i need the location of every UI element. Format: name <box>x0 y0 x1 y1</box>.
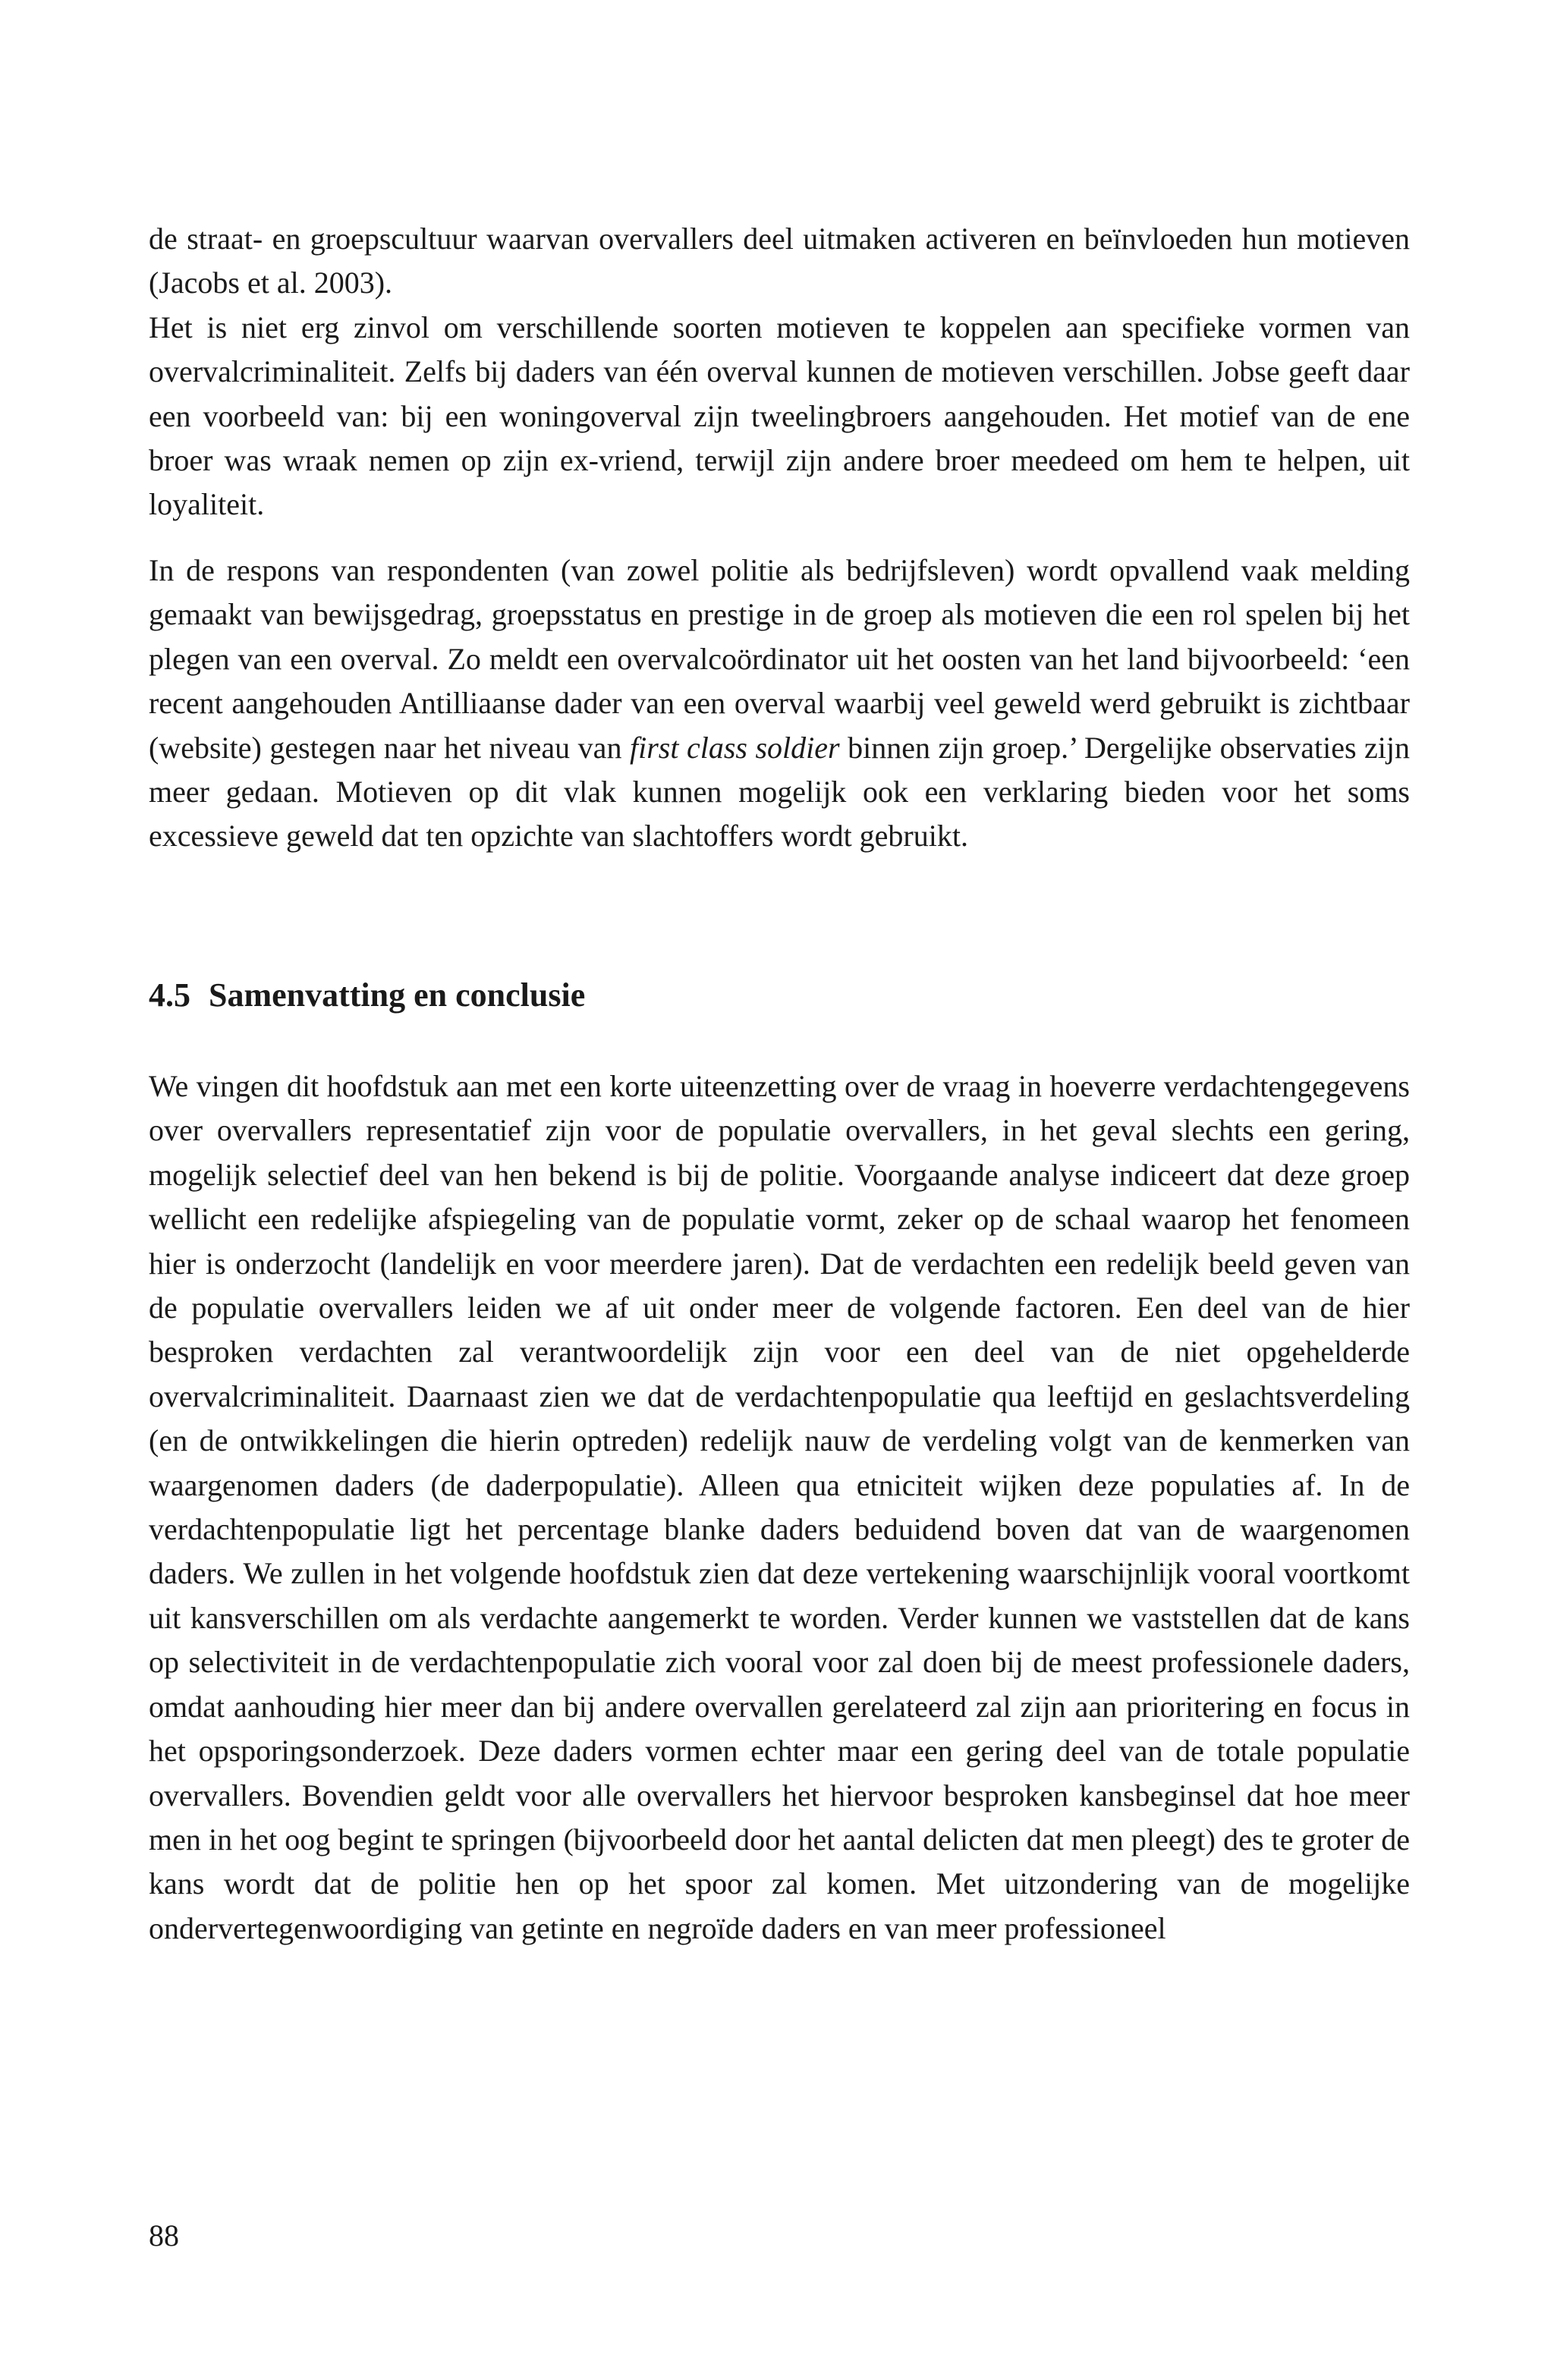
body-paragraph-3 <box>149 549 1410 859</box>
page-number: 88 <box>149 2218 179 2253</box>
body-paragraph-2: Het is niet erg zinvol om verschillende soorten motieven te koppelen aan specifieke vormen van overvalcriminaliteit. Zelfs bij daders van één overval kunnen de motieven verschillen. Jobse geeft daar een voorbeeld van: bij een woningoverval zijn tweelingbroers aangehouden. Het motief van de ene broer was wraak nemen op zijn ex-vriend, terwijl zijn andere broer meedeed om hem te helpen, uit loyaliteit. <box>149 310 1410 522</box>
section-paragraph: We vingen dit hoofdstuk aan met een korte uiteenzetting over de vraag in hoeverre verdachtengegevens over overvallers representatief zijn voor de populatie overvallers, in het geval slechts een gering, mogelijk selectief deel van hen bekend is bij de politie. Voorgaande analyse indiceert dat deze groep wellicht een redelijke afspiegeling van de populatie vormt, zeker op de schaal waarop het fenomeen hier is onderzocht (landelijk en voor meerdere jaren). Dat de verdachten een redelijk beeld geven van de populatie overvallers leiden we af uit onder meer de volgende factoren. Een deel van de hier besproken verdachten zal verantwoordelijk zijn voor een deel van de niet opgehelderde overvalcriminaliteit. Daarnaast zien we dat de verdachtenpopulatie qua leeftijd en geslachtsverdeling (en de ontwikkelingen die hierin optreden) redelijk nauw de verdeling volgt van de kenmerken van waargenomen daders (de daderpopulatie). Alleen qua etniciteit wijken deze populaties af. In de verdachtenpopulatie ligt het percentage blanke daders beduidend boven dat van de waargenomen daders. We zullen in het volgende hoofdstuk zien dat deze vertekening waarschijnlijk vooral voortkomt uit kansverschillen om als verdachte aangemerkt te worden. Verder kunnen we vaststellen dat de kans op selectiviteit in de verdachtenpopulatie zich vooral voor zal doen bij de meest professionele daders, omdat aanhouding hier meer dan bij andere overvallen gerelateerd zal zijn aan prioritering en focus in het opsporingsonderzoek. Deze daders vormen echter maar een gering deel van de totale populatie overvallers. Bovendien geldt voor alle overvallers het hiervoor besproken kansbeginsel dat hoe meer men in het oog begint te springen (bijvoorbeeld door het aantal delicten dat men pleegt) des te groter de kans wordt dat de politie hen op het spoor zal komen. Met uitzondering van de mogelijke ondervertegenwoordiging van getinte en negroïde daders en van meer professioneel <box>149 1069 1410 1945</box>
document-page <box>149 0 1410 2380</box>
italic-term: first class soldier <box>629 730 840 765</box>
section-heading <box>149 973 585 1017</box>
section-title: Samenvatting en conclusie <box>209 976 586 1014</box>
paragraph-text-after-italic: binnen zijn groep.’ Dergelijke observaties zijn meer gedaan. Motieven op dit vlak kunnen mogelijk ook een verklaring bieden voor het soms excessieve geweld dat ten opzichte van slachtoffers wordt gebruikt. <box>149 730 1411 854</box>
paragraph-text-before-italic: In de respons van respondenten (van zowel politie als bedrijfsleven) wordt opvallend vaak melding gemaakt van bewijsgedrag, groepsstatus en prestige in de groep als motieven die een rol spelen bij het plegen van een overval. Zo meldt een overvalcoördinator uit het oosten van het land bijvoorbeeld: ‘een recent aangehouden Antilliaanse dader van een overval waarbij veel geweld werd gebruikt is zichtbaar (website) gestegen naar het niveau van <box>149 553 1410 765</box>
section-number: 4.5 <box>149 976 190 1014</box>
body-paragraph-1: de straat- en groepscultuur waarvan overvallers deel uitmaken activeren en beïnvloeden hun motieven (Jacobs et al. 2003). <box>149 222 1410 300</box>
